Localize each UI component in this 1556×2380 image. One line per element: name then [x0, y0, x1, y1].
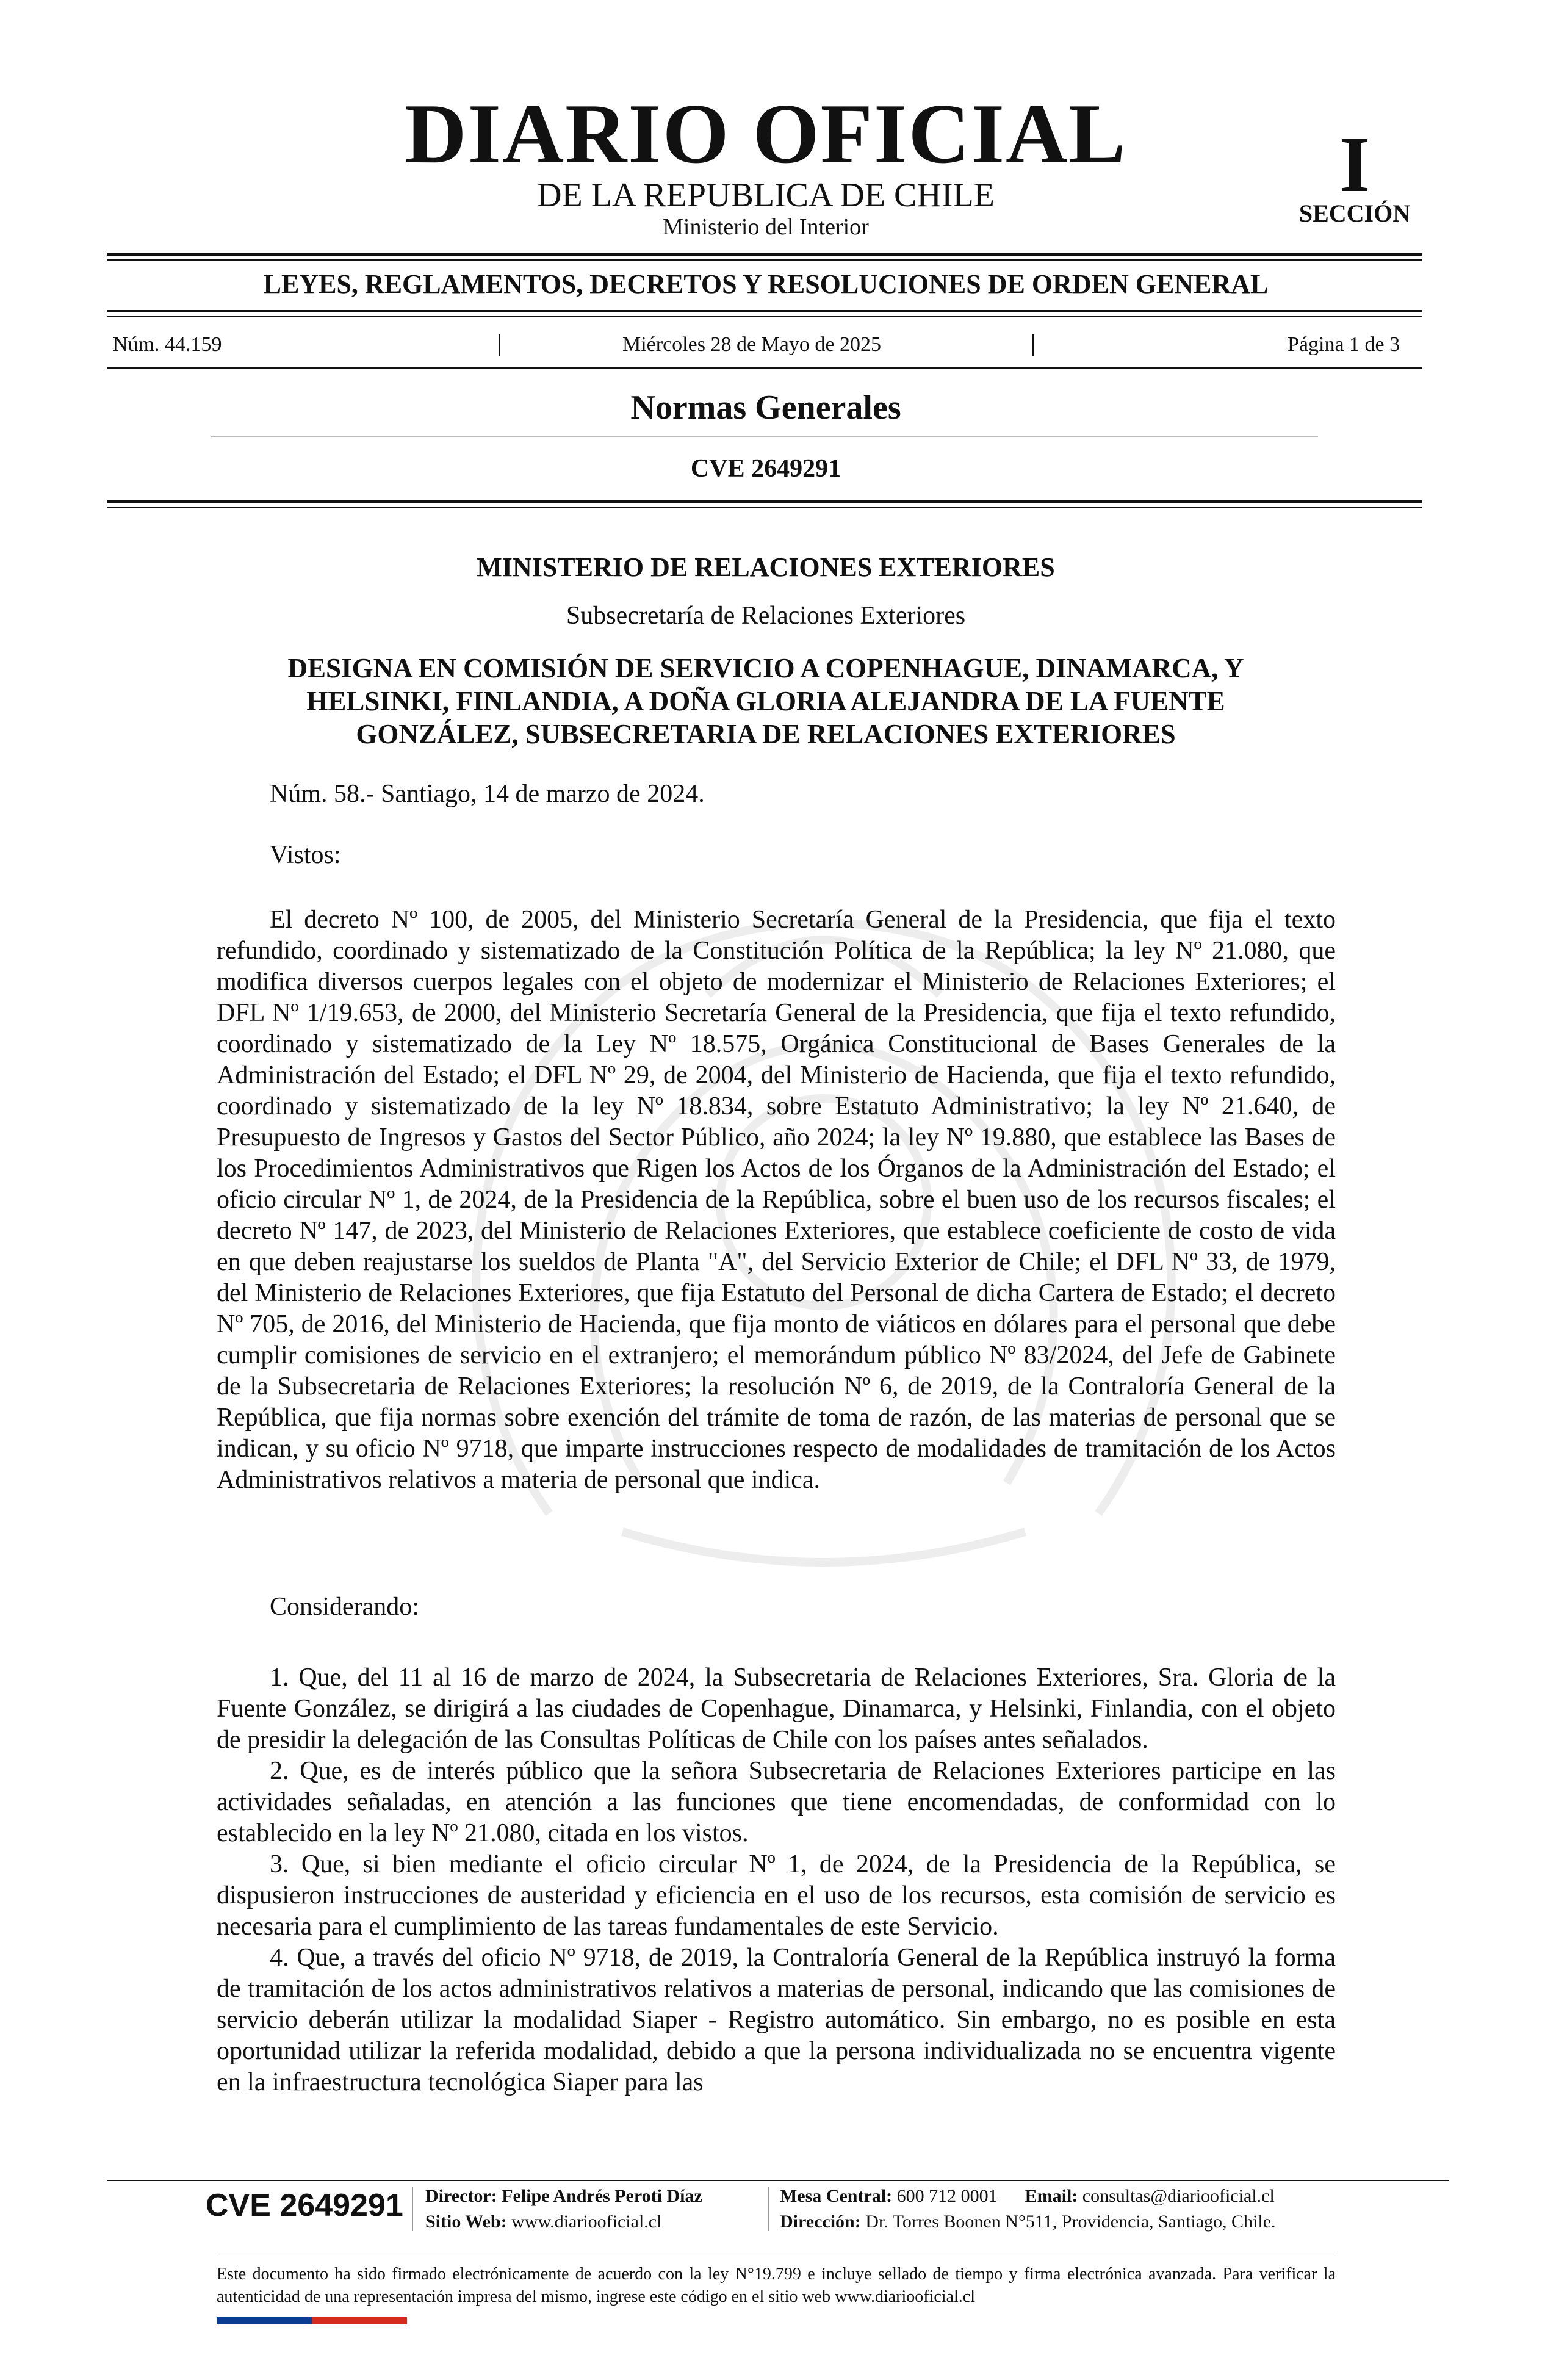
cve-code: CVE 2649291: [690, 455, 841, 483]
consideration-paragraph: 4. Que, a través del oficio Nº 9718, de 2019, la Contraloría General de la República instruyó la forma de tramitación de los actos administrativos relativos a materias de personal, indicando que las comisiones de servicio deberán utilizar la modalidad Siaper - Registro automático. Sin embargo, no es posible en esta oportunidad utilizar la referida modalidad, debido a que la persona individualizada no se encuentra vigente en la infraestructura tecnológica Siaper para las: [217, 1944, 1336, 2096]
newspaper-subtitle: DE LA REPUBLICA DE CHILE: [537, 176, 995, 214]
masthead-rule-thick: [107, 253, 1422, 256]
issue-separator: [499, 334, 500, 356]
flag-color-bar: [217, 2317, 407, 2324]
category-rule-thick: [107, 310, 1422, 312]
category-heading: LEYES, REGLAMENTOS, DECRETOS Y RESOLUCIONES DE ORDEN GENERAL: [263, 269, 1269, 299]
newspaper-title: DIARIO OFICIAL: [405, 87, 1127, 181]
section-numeral: I: [1339, 121, 1371, 209]
email-label: Email:: [1025, 2186, 1078, 2206]
decree-number-line: Núm. 58.- Santiago, 14 de marzo de 2024.: [270, 780, 705, 808]
mesa-label: Mesa Central:: [780, 2186, 893, 2206]
footer-separator: [768, 2187, 769, 2231]
flag-segment: [264, 2317, 312, 2324]
issue-number: Núm. 44.159: [113, 333, 222, 356]
section-title-rule: [211, 436, 1318, 437]
mesa-phone: 600 712 0001: [896, 2186, 998, 2206]
footer-rule: [107, 2180, 1449, 2181]
newspaper-ministry: Ministerio del Interior: [663, 214, 869, 240]
issuing-ministry: MINISTERIO DE RELACIONES EXTERIORES: [477, 552, 1055, 582]
category-rule-thin: [107, 316, 1422, 317]
email-link[interactable]: consultas@diariooficial.cl: [1082, 2186, 1275, 2206]
subsecretariat: Subsecretaría de Relaciones Exteriores: [566, 602, 966, 630]
footer-director: [425, 2187, 702, 2205]
issue-date: Miércoles 28 de Mayo de 2025: [622, 333, 881, 356]
cve-rule-thin: [107, 507, 1422, 508]
masthead-rule-thin: [107, 259, 1422, 261]
footer-contact: [780, 2187, 1275, 2205]
consideration-paragraph: 3. Que, si bien mediante el oficio circular Nº 1, de 2024, de la Presidencia de la República, se dispusieron instrucciones de austeridad y eficiencia en el uso de los recursos, esta comisión de servicio es necesaria para el cumplimiento de las tareas fundamentales de este Servicio.: [217, 1850, 1336, 1941]
vistos-label: Vistos:: [270, 841, 341, 869]
info-rule: [107, 367, 1422, 369]
address-value: Dr. Torres Boonen N°511, Providencia, Santiago, Chile.: [865, 2212, 1276, 2232]
flag-segment: [312, 2317, 359, 2324]
footer-website: [425, 2213, 661, 2231]
consideration-paragraph: 1. Que, del 11 al 16 de marzo de 2024, la Subsecretaria de Relaciones Exteriores, Sra. Gloria de la Fuente González, se dirigirá a las ciudades de Copenhague, Dinamarca, y Helsinki, Finlandia, con el objeto de presidir la delegación de las Consultas Políticas de Chile con los países antes señalados.: [217, 1664, 1336, 1754]
vistos-section: [217, 904, 1336, 1496]
footer-cve-code: CVE 2649291: [206, 2188, 403, 2223]
section-title: Normas Generales: [630, 389, 901, 427]
section-label: SECCIÓN: [1298, 200, 1411, 227]
vistos-paragraph: El decreto Nº 100, de 2005, del Ministerio Secretaría General de la Presidencia, que fija el texto refundido, coordinado y sistematizado de la Constitución Política de la República; la ley Nº 21.080, que modifica diversos cuerpos legales con el objeto de modernizar el Ministerio de Relaciones Exteriores; el DFL Nº 1/19.653, de 2000, del Ministerio Secretaría General de la Presidencia, que fija el texto refundido, coordinado y sistematizado de la Ley Nº 18.575, Orgánica Constitucional de Bases Generales de la Administración del Estado; el DFL Nº 29, de 2004, del Ministerio de Hacienda, que fija el texto refundido, coordinado y sistematizado de la ley Nº 18.834, sobre Estatuto Administrativo; la ley Nº 21.640, de Presupuesto de Ingresos y Gastos del Sector Público, año 2024; la ley Nº 19.880, que establece las Bases de los Procedimientos Administrativos que Rigen los Actos de los Órganos de la Administración del Estado; el oficio circular Nº 1, de 2024, de la Presidencia de la República, sobre el buen uso de los recursos fiscales; el decreto Nº 147, de 2023, del Ministerio de Relaciones Exteriores, que establece coeficiente de costo de vida en que deben reajustarse los sueldos de Planta "A", del Servicio Exterior de Chile; el DFL Nº 33, de 1979, del Ministerio de Relaciones Exteriores, que fija Estatuto del Personal de dicha Cartera de Estado; el decreto Nº 705, de 2016, del Ministerio de Hacienda, que fija monto de viáticos en dólares para el personal que debe cumplir comisiones de servicio en el extranjero; el memorándum público Nº 83/2024, del Jefe de Gabinete de la Subsecretaria de Relaciones Exteriores; la resolución Nº 6, de 2019, de la Contraloría General de la República, que fija normas sobre exención del trámite de toma de razón, de las materias de personal que se indican, y su oficio Nº 9718, que imparte instrucciones respecto de modalidades de tramitación de los Actos Administrativos relativos a materia de personal que indica.: [217, 906, 1336, 1494]
considerando-label: Considerando:: [270, 1593, 419, 1621]
website-label: Sitio Web:: [425, 2212, 507, 2232]
page-indicator: Página 1 de 3: [1288, 333, 1400, 356]
footer-disclaimer: Este documento ha sido firmado electrónicamente de acuerdo con la ley N°19.799 e incluye sellado de tiempo y firma electrónica avanzada. Para verificar la autenticidad de una representación impresa del mismo, ingrese este código en el sitio web www.diariooficial.cl: [217, 2265, 1336, 2306]
footer-separator: [412, 2187, 413, 2231]
director-name: Felipe Andrés Peroti Díaz: [502, 2186, 702, 2206]
considerations-list: [217, 1662, 1336, 2098]
address-label: Dirección:: [780, 2212, 861, 2232]
decree-heading: DESIGNA EN COMISIÓN DE SERVICIO A COPENHAGUE, DINAMARCA, Y HELSINKI, FINLANDIA, A DOÑA GLORIA ALEJANDRA DE LA FUENTE GONZÁLEZ, SUBSECRETARIA DE RELACIONES EXTERIORES: [287, 653, 1244, 749]
director-label: Director:: [425, 2186, 497, 2206]
issue-separator: [1032, 334, 1034, 356]
consideration-paragraph: 2. Que, es de interés público que la señora Subsecretaria de Relaciones Exteriores participe en las actividades señaladas, en atención a las funciones que tiene encomendadas, de conformidad con lo establecido en la ley Nº 21.080, citada en los vistos.: [217, 1757, 1336, 1847]
website-link[interactable]: www.diariooficial.cl: [511, 2212, 662, 2232]
footer-address: [780, 2213, 1276, 2231]
flag-segment: [359, 2317, 407, 2324]
flag-segment: [217, 2317, 264, 2324]
cve-rule-thick: [107, 500, 1422, 503]
